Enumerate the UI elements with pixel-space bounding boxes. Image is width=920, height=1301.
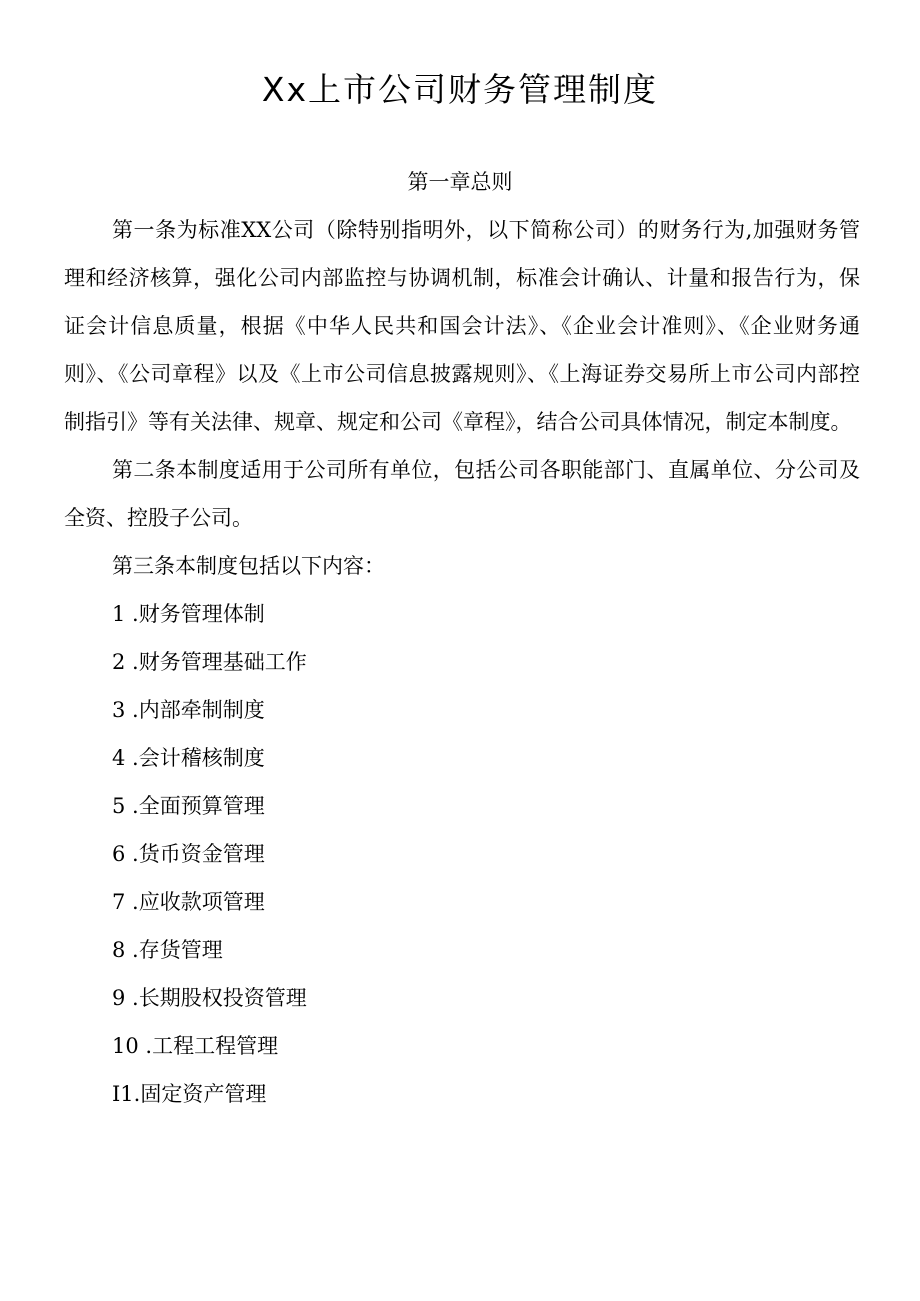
list-item: 5 .全面预算管理 (112, 794, 265, 818)
list-item: I1.固定资产管理 (112, 1082, 267, 1106)
list-item: 6 .货币资金管理 (112, 842, 265, 866)
document-body (64, 206, 860, 1118)
list-item: 10 .工程工程管理 (112, 1034, 279, 1058)
article-1-paragraph: 第一条为标准XX公司（除特别指明外，以下简称公司）的财务行为,加强财务管理和经济核算，强化公司内部监控与协调机制，标准会计确认、计量和报告行为，保证会计信息质量，根据《中华人民共和国会计法》、《企业会计准则》、《企业财务通则》、《公司章程》以及《上市公司信息披露规则》、《上海证券交易所上市公司内部控制指引》等有关法律、规章、规定和公司《章程》，结合公司具体情况，制定本制度。 (64, 218, 860, 434)
article-2-paragraph: 第二条本制度适用于公司所有单位，包括公司各职能部门、直属单位、分公司及全资、控股子公司。 (64, 458, 860, 530)
list-item: 7 .应收款项管理 (112, 890, 265, 914)
chapter-heading: 第一章总则 (407, 170, 513, 194)
list-item: 2 .财务管理基础工作 (112, 650, 307, 674)
content-list (64, 590, 860, 1118)
article-3-paragraph: 第三条本制度包括以下内容： (112, 554, 385, 578)
list-item: 9 .长期股权投资管理 (112, 986, 307, 1010)
list-item: 4 .会计稽核制度 (112, 746, 265, 770)
list-item: 3 .内部牵制制度 (112, 698, 265, 722)
list-item: 8 .存货管理 (112, 938, 223, 962)
document-title: Xx上市公司财务管理制度 (261, 70, 659, 109)
list-item: 1 .财务管理体制 (112, 602, 265, 626)
